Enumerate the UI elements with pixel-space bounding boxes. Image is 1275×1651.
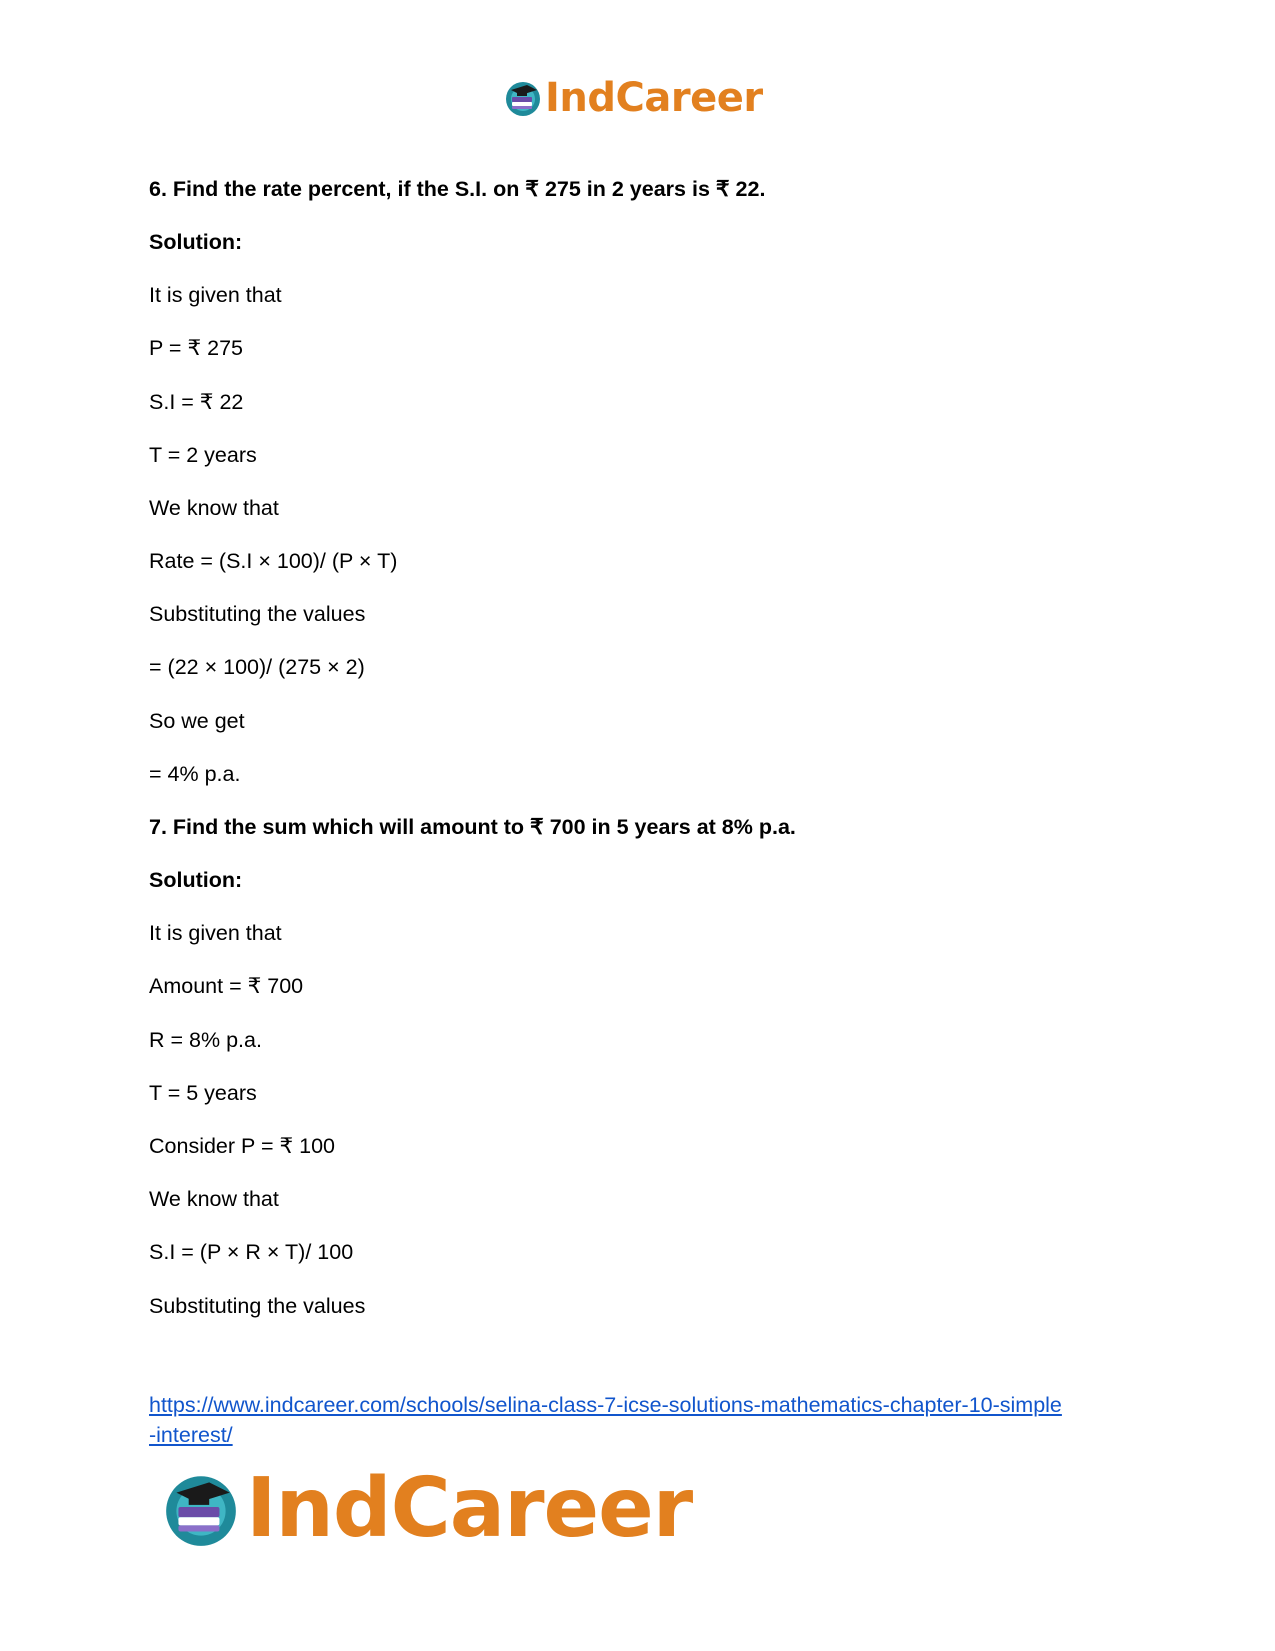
solution-line: T = 2 years	[149, 443, 257, 467]
question-7: 7. Find the sum which will amount to ₹ 700 in 5 years at 8% p.a.	[149, 815, 796, 839]
solution-line: = 4% p.a.	[149, 762, 241, 786]
solution-line: Consider P = ₹ 100	[149, 1134, 335, 1158]
solution-line: P = ₹ 275	[149, 336, 243, 360]
solution-line: We know that	[149, 1187, 279, 1211]
question-6: 6. Find the rate percent, if the S.I. on ₹ 275 in 2 years is ₹ 22.	[149, 177, 766, 201]
solution-line: It is given that	[149, 283, 282, 307]
solution-label: Solution:	[149, 868, 243, 892]
solution-line: = (22 × 100)/ (275 × 2)	[149, 655, 365, 679]
logo-text: IndCareer	[246, 1461, 693, 1556]
footer-logo	[160, 1461, 693, 1556]
source-link[interactable]	[149, 1390, 1129, 1450]
source-link-line-2[interactable]: -interest/	[149, 1423, 233, 1447]
solution-line: T = 5 years	[149, 1081, 257, 1105]
header-logo	[503, 75, 763, 121]
solution-line: S.I = ₹ 22	[149, 390, 244, 414]
solution-line: We know that	[149, 496, 279, 520]
solution-line: So we get	[149, 709, 245, 733]
solution-line: R = 8% p.a.	[149, 1028, 262, 1052]
solution-label: Solution:	[149, 230, 243, 254]
logo-text: IndCareer	[545, 75, 763, 121]
graduation-book-icon	[503, 78, 543, 118]
source-link-line-1[interactable]: https://www.indcareer.com/schools/selina-class-7-icse-solutions-mathematics-chapter-10-simple	[149, 1393, 1062, 1417]
solution-line: Amount = ₹ 700	[149, 974, 304, 998]
solution-line: Rate = (S.I × 100)/ (P × T)	[149, 549, 398, 573]
solution-line: Substituting the values	[149, 1294, 366, 1318]
graduation-book-icon	[160, 1468, 242, 1550]
solution-line: It is given that	[149, 921, 282, 945]
solution-line: Substituting the values	[149, 602, 366, 626]
solution-line: S.I = (P × R × T)/ 100	[149, 1240, 354, 1264]
